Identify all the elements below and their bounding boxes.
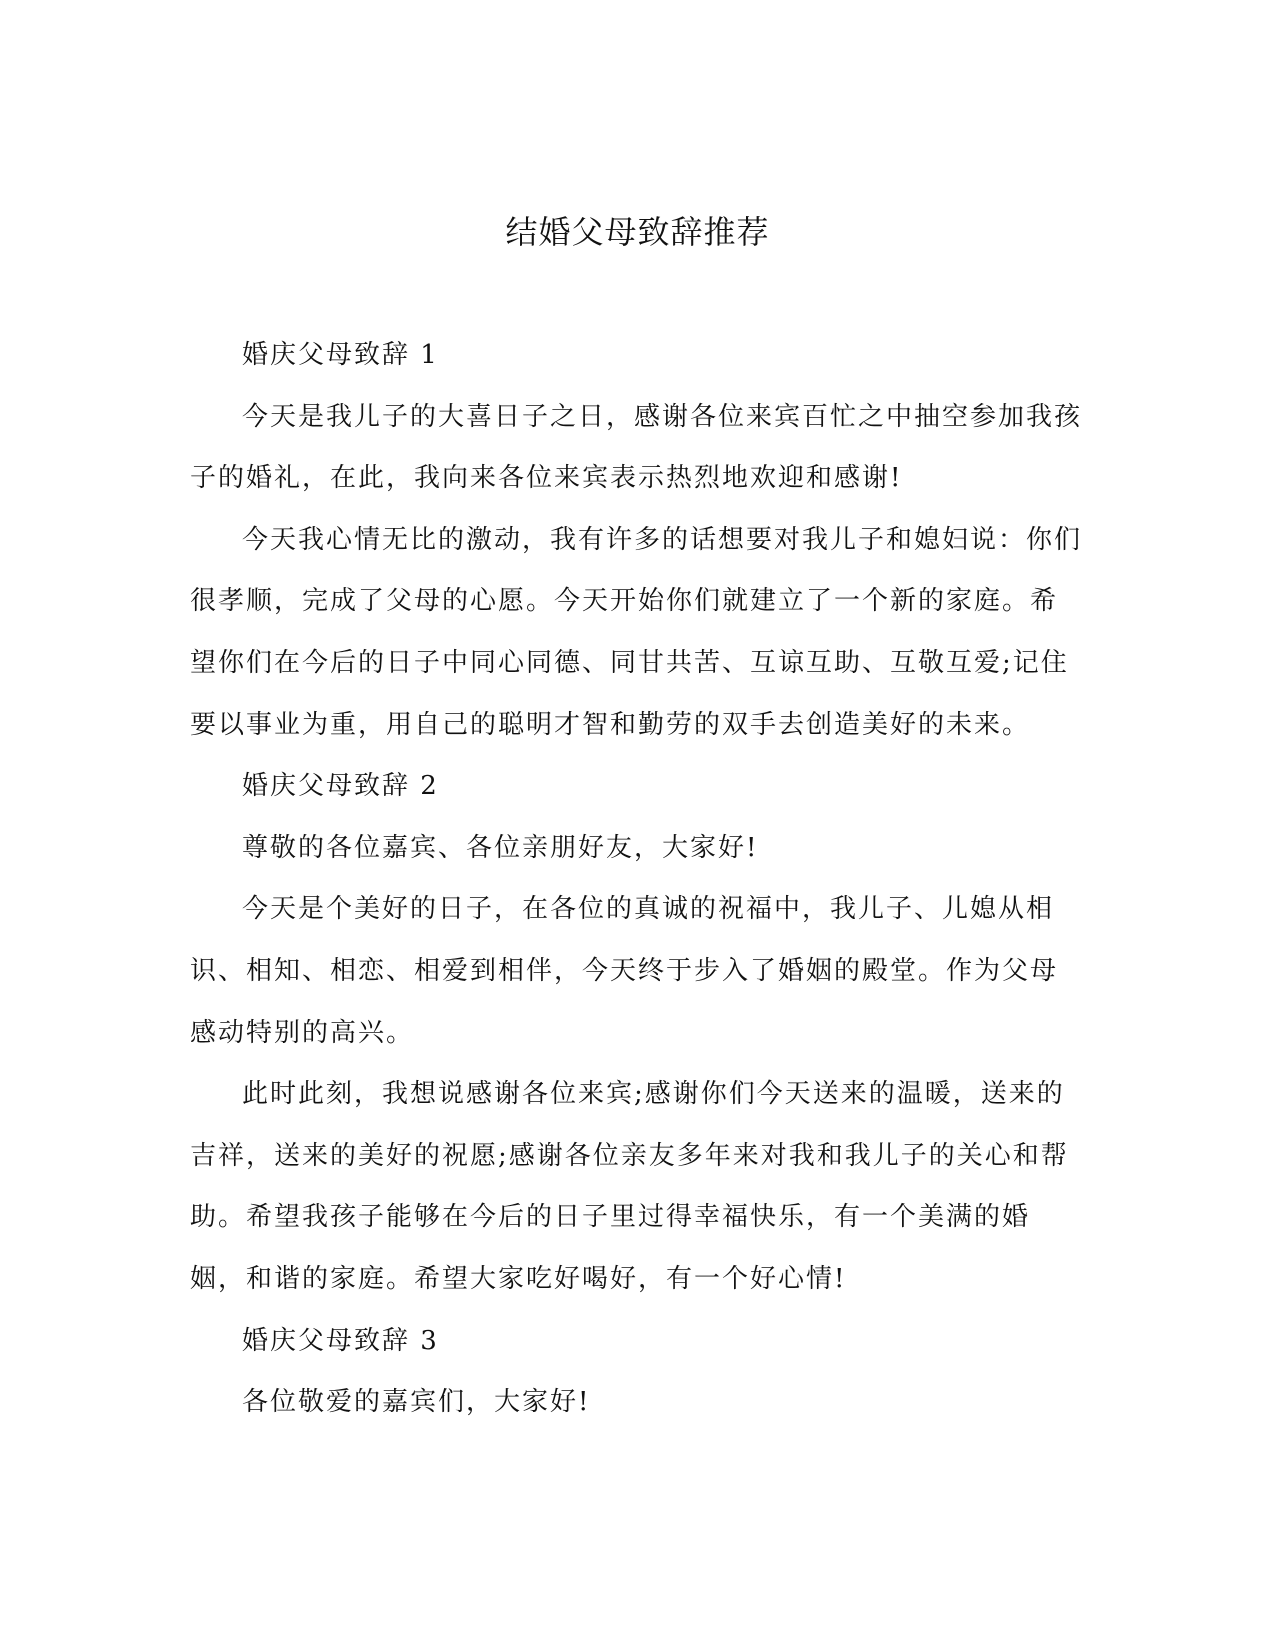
paragraph: 今天是我儿子的大喜日子之日，感谢各位来宾百忙之中抽空参加我孩子的婚礼，在此，我向来各位来宾表示热烈地欢迎和感谢! bbox=[190, 401, 1083, 494]
section-heading-2: 婚庆父母致辞 2 bbox=[242, 771, 439, 802]
paragraph: 今天我心情无比的激动，我有许多的话想要对我儿子和媳妇说：你们很孝顺，完成了父母的心愿。今天开始你们就建立了一个新的家庭。希望你们在今后的日子中同心同德、同甘共苦、互谅互助、互敬互爱;记住要以事业为重，用自己的聪明才智和勤劳的双手去创造美好的未来。 bbox=[190, 524, 1083, 740]
paragraph: 各位敬爱的嘉宾们，大家好! bbox=[242, 1387, 591, 1418]
paragraph: 今天是个美好的日子，在各位的真诚的祝福中，我儿子、儿媳从相识、相知、相恋、相爱到相伴，今天终于步入了婚姻的殿堂。作为父母感动特别的高兴。 bbox=[190, 894, 1059, 1048]
paragraph: 此时此刻，我想说感谢各位来宾;感谢你们今天送来的温暖，送来的吉祥，送来的美好的祝愿;感谢各位亲友多年来对我和我儿子的关心和帮助。希望我孩子能够在今后的日子里过得幸福快乐，有一个美满的婚姻，和谐的家庭。希望大家吃好喝好，有一个好心情! bbox=[190, 1079, 1069, 1294]
section-heading-1: 婚庆父母致辞 1 bbox=[242, 340, 439, 370]
paragraph: 尊敬的各位嘉宾、各位亲朋好友，大家好! bbox=[242, 832, 759, 863]
section-heading-3: 婚庆父母致辞 3 bbox=[242, 1325, 439, 1356]
document-body bbox=[190, 325, 1085, 1434]
document-title: 结婚父母致辞推荐 bbox=[505, 213, 770, 251]
